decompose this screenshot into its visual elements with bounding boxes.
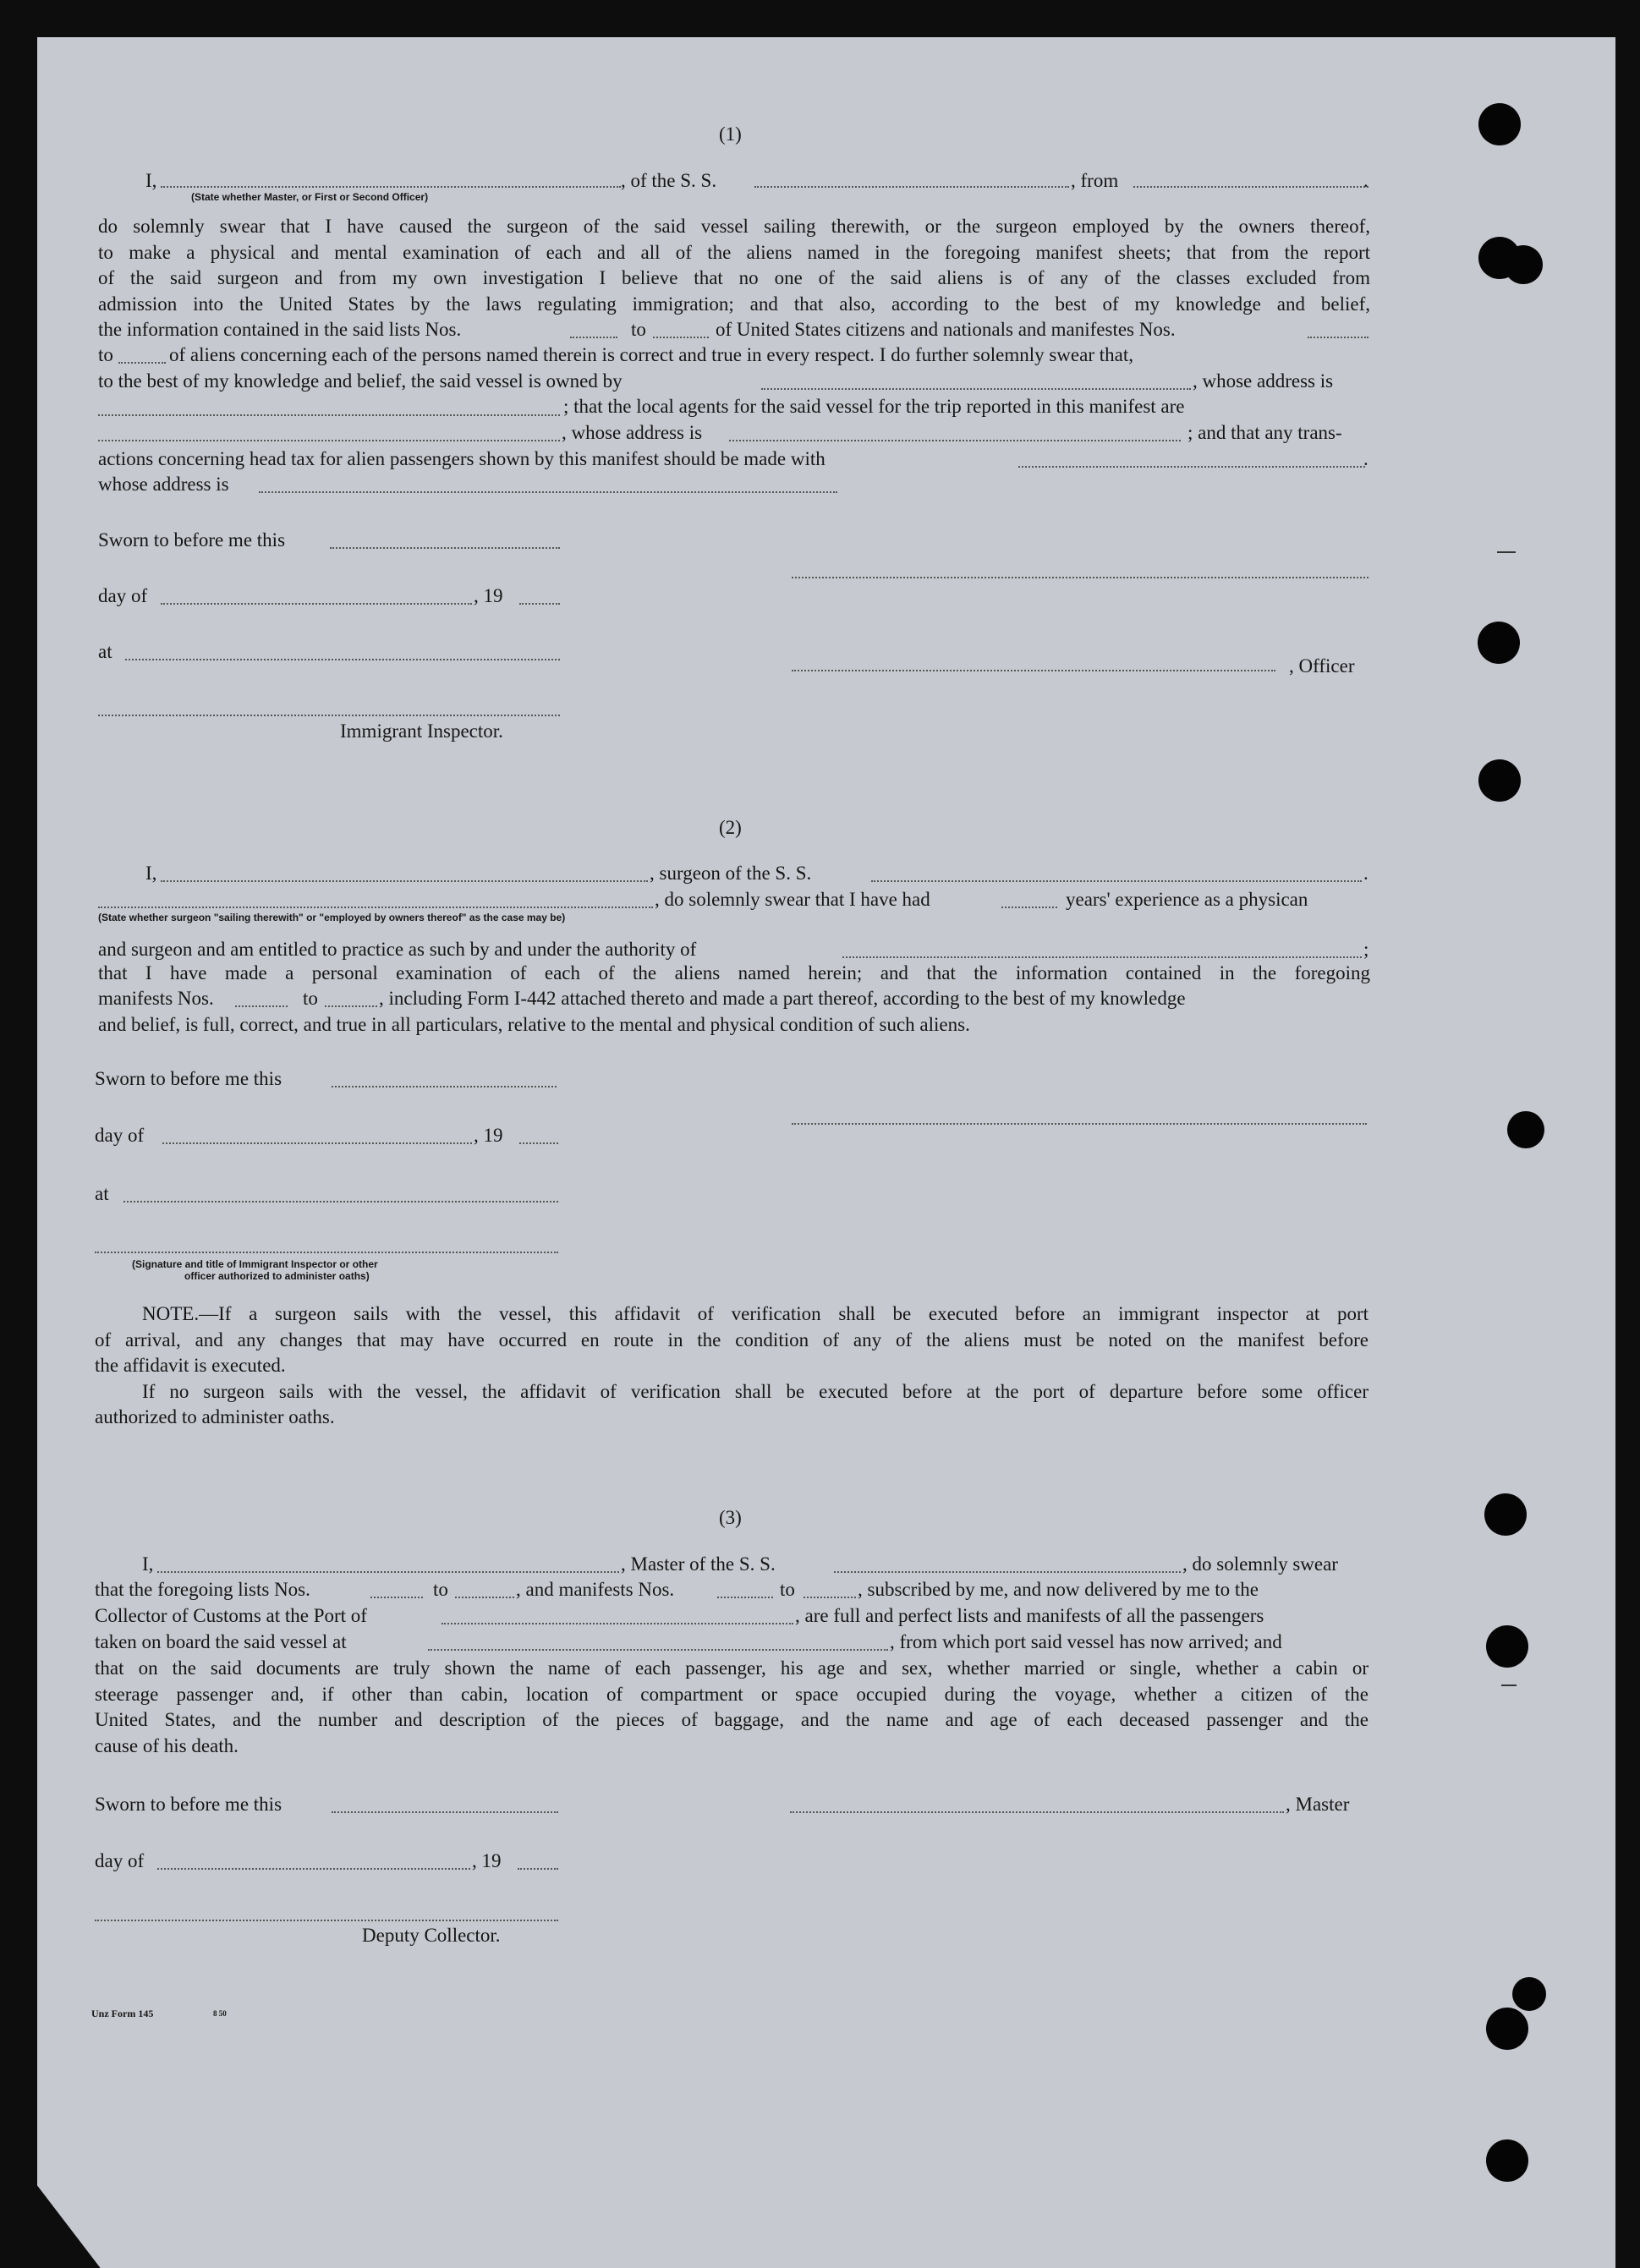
line11-text: whose address is	[98, 474, 229, 495]
body-line: that I have made a personal examination of each of the aliens named herein; and that the information contained in the foregoing	[98, 962, 1370, 983]
day-of-field[interactable]	[162, 1142, 472, 1144]
punch-hole	[1478, 759, 1521, 802]
line10-text: actions concerning head tax for alien passengers shown by this manifest should be made with	[98, 448, 825, 469]
arrived-text: , from which port said vessel has now arrived; and	[890, 1631, 1282, 1652]
manifest-no-to-field[interactable]	[118, 362, 166, 364]
day-of-label: day of	[95, 1125, 145, 1146]
surgeon-vessel-field[interactable]	[871, 880, 1362, 882]
deputy-collector-label: Deputy Collector.	[362, 1925, 501, 1946]
label-from: , from	[1071, 170, 1119, 191]
manifest-no-from-field[interactable]	[1308, 337, 1368, 338]
section-number: (3)	[719, 1507, 742, 1528]
year-label: , 19	[474, 1125, 503, 1146]
manifests-to: to	[780, 1579, 795, 1600]
authority-label: and surgeon and am entitled to practice as such by and under the authority of	[98, 939, 697, 960]
line8-text: ; that the local agents for the said vessel for the trip reported in this manifest are	[563, 396, 1185, 417]
from-port-field[interactable]	[1133, 186, 1368, 188]
body-line: cause of his death.	[95, 1734, 239, 1756]
line9-trans: ; and that any trans-	[1187, 422, 1342, 443]
lists-to-field[interactable]	[455, 1597, 514, 1598]
surgeon-status-field[interactable]	[98, 907, 653, 908]
swear-label: , do solemnly swear that I have had	[655, 889, 930, 910]
body-line: of the said surgeon and from my own investigation I believe that no one of the said aliens is of any of the classes excluded from	[98, 267, 1370, 288]
stray-mark	[1501, 1685, 1517, 1686]
day-of-field[interactable]	[157, 1868, 470, 1870]
inspector-signature-field[interactable]	[95, 1252, 558, 1253]
body-line: United States, and the number and description of the pieces of baggage, and the name and age of each deceased passenger and the	[95, 1709, 1368, 1730]
at-label: at	[98, 641, 112, 662]
manifests-label: manifests Nos.	[98, 988, 214, 1009]
swear-label: , do solemnly swear	[1182, 1553, 1338, 1575]
line7-address: , whose address is	[1193, 370, 1334, 392]
officer-name-field[interactable]	[161, 186, 621, 188]
years-label: years' experience as a physican	[1066, 889, 1308, 910]
manifests-to-field[interactable]	[804, 1597, 856, 1598]
master-of-label: , Master of the S. S.	[621, 1553, 776, 1575]
manifests-label: , and manifests Nos.	[516, 1579, 675, 1600]
stray-mark	[1497, 551, 1516, 553]
punch-hole	[1486, 2008, 1528, 2050]
sworn-label: Sworn to before me this	[95, 1794, 282, 1815]
section-number: (1)	[719, 123, 742, 145]
form-id: Unz Form 145	[91, 2008, 154, 2019]
body-line: do solemnly swear that I have caused the surgeon of the said vessel sailing therewith, or the surgeon employed by the owners thereof,	[98, 216, 1370, 237]
section3-body	[95, 1656, 1368, 1759]
owner-field[interactable]	[761, 388, 1191, 390]
head-tax-field[interactable]	[1018, 466, 1365, 468]
sworn-label: Sworn to before me this	[98, 529, 286, 551]
collector-signature-field[interactable]	[95, 1920, 558, 1921]
taken-on-board-label: taken on board the said vessel at	[95, 1631, 347, 1652]
list-no-from-field[interactable]	[570, 337, 617, 338]
master-signature-field[interactable]	[790, 1811, 1284, 1813]
year-label: , 19	[472, 1850, 502, 1871]
period: .	[1363, 170, 1368, 191]
note-line: authorized to administer oaths.	[95, 1406, 335, 1427]
sworn-date-field[interactable]	[332, 1086, 557, 1087]
vessel-name-field[interactable]	[754, 186, 1069, 188]
punch-hole	[1478, 103, 1521, 145]
officer-title-field[interactable]	[792, 670, 1275, 671]
inspector-signature-field[interactable]	[98, 715, 560, 716]
state-note: (State whether surgeon "sailing therewith" or "employed by owners thereof" as the case may be)	[98, 912, 566, 923]
punch-hole	[1504, 245, 1543, 284]
signature-note: officer authorized to administer oaths)	[184, 1270, 370, 1282]
day-of-label: day of	[95, 1850, 145, 1871]
section1-body	[98, 214, 1370, 317]
authority-end: ;	[1363, 939, 1369, 960]
day-of-field[interactable]	[161, 603, 472, 605]
collector-label: Collector of Customs at the Port of	[95, 1605, 367, 1626]
sworn-date-field[interactable]	[330, 547, 560, 549]
section-number: (2)	[719, 817, 742, 838]
punch-hole	[1478, 622, 1520, 664]
body-line: admission into the United States by the laws regulating immigration; and that also, according to the best of my knowledge and belief,	[98, 293, 1370, 315]
lead-i: I,	[145, 863, 157, 884]
sworn-label: Sworn to before me this	[95, 1068, 282, 1089]
line9-address: , whose address is	[562, 422, 703, 443]
line7-text: to the best of my knowledge and belief, the said vessel is owned by	[98, 370, 623, 392]
year-field[interactable]	[518, 1868, 558, 1870]
manifests-to: to	[303, 988, 318, 1009]
belief-line: and belief, is full, correct, and true in all particulars, relative to the mental and physical condition of such aliens.	[98, 1014, 970, 1035]
manifests-from-field[interactable]	[717, 1597, 773, 1598]
master-name-field[interactable]	[157, 1571, 619, 1573]
subscribed-text: , subscribed by me, and now delivered by me to the	[858, 1579, 1259, 1600]
surgeon-name-field[interactable]	[161, 880, 648, 882]
year-field[interactable]	[519, 1142, 558, 1144]
inspector-label: Immigrant Inspector.	[340, 720, 503, 742]
note-line: NOTE.—If a surgeon sails with the vessel, this affidavit of verification shall be executed before an immigrant inspector at port	[142, 1303, 1368, 1324]
year-label: , 19	[474, 585, 503, 606]
body-line: to make a physical and mental examination of each and all of the aliens named in the foregoing manifest sheets; that from the report	[98, 241, 1370, 263]
years-experience-field[interactable]	[1001, 907, 1057, 908]
owner-address-field[interactable]	[98, 414, 560, 416]
line5-text-b: of United States citizens and nationals and manifestes Nos.	[716, 319, 1176, 340]
at-field[interactable]	[125, 659, 560, 660]
list-no-to-field[interactable]	[653, 337, 709, 338]
section2-body	[98, 961, 1370, 987]
officer-label: , Officer	[1289, 655, 1355, 677]
head-tax-address-field[interactable]	[259, 491, 837, 493]
line5-text: the information contained in the said lists Nos.	[98, 319, 462, 340]
state-note: (State whether Master, or First or Second Officer)	[191, 191, 429, 203]
at-label: at	[95, 1183, 109, 1204]
master-vessel-field[interactable]	[834, 1571, 1181, 1573]
lists-from-field[interactable]	[370, 1597, 423, 1598]
lists-to: to	[433, 1579, 448, 1600]
line6-text: of aliens concerning each of the persons named therein is correct and true in every respect. I do further solemnly swear that,	[169, 344, 1133, 365]
punch-hole	[1486, 2139, 1528, 2182]
punch-hole	[1512, 1977, 1546, 2011]
agents-address-field[interactable]	[729, 440, 1181, 441]
surgeon-signature-field[interactable]	[792, 1123, 1367, 1125]
perfect-lists-text: , are full and perfect lists and manifests of all the passengers	[795, 1605, 1264, 1626]
body-line: that on the said documents are truly shown the name of each passenger, his age and sex, whether married or single, whether a cabin or	[95, 1657, 1368, 1679]
body-line: steerage passenger and, if other than cabin, location of compartment or space occupied during the voyage, whether a citizen of the	[95, 1683, 1368, 1705]
year-field[interactable]	[519, 603, 560, 605]
note-line: of arrival, and any changes that may have occurred en route in the condition of any of the aliens must be noted on the manifest before	[95, 1328, 1368, 1350]
note-line: the affidavit is executed.	[95, 1355, 286, 1376]
period: .	[1363, 863, 1368, 884]
at-field[interactable]	[123, 1201, 558, 1202]
lead-i: I,	[142, 1553, 154, 1575]
customs-port-field[interactable]	[442, 1623, 793, 1624]
punch-hole	[1507, 1111, 1544, 1148]
manifest-to-field[interactable]	[325, 1005, 377, 1007]
sworn-date-field[interactable]	[332, 1811, 558, 1813]
officer-signature-field[interactable]	[792, 577, 1368, 578]
manifest-from-field[interactable]	[235, 1005, 288, 1007]
day-of-label: day of	[98, 585, 148, 606]
surgeon-of-label: , surgeon of the S. S.	[650, 863, 812, 884]
authority-field[interactable]	[842, 956, 1362, 958]
lists-label: that the foregoing lists Nos.	[95, 1579, 310, 1600]
manifests-text: , including Form I-442 attached thereto and made a part thereof, according to the best of my knowledge	[379, 988, 1186, 1009]
punch-hole	[1486, 1625, 1528, 1668]
lead-i: I,	[145, 170, 157, 191]
line10-end: .	[1363, 448, 1368, 469]
note-line: If no surgeon sails with the vessel, the affidavit of verification shall be executed before at the port of departure before some officer	[142, 1380, 1368, 1402]
line5-to: to	[631, 319, 646, 340]
agents-field[interactable]	[98, 440, 560, 441]
note-paragraph	[95, 1301, 1368, 1431]
signature-note: (Signature and title of Immigrant Inspector or other	[132, 1258, 378, 1270]
line6-to: to	[98, 344, 113, 365]
embark-port-field[interactable]	[428, 1649, 888, 1651]
punch-hole	[1484, 1493, 1527, 1536]
label-of-the-ss: , of the S. S.	[621, 170, 717, 191]
form-code: 8 50	[213, 2009, 227, 2018]
master-label: , Master	[1286, 1794, 1350, 1815]
